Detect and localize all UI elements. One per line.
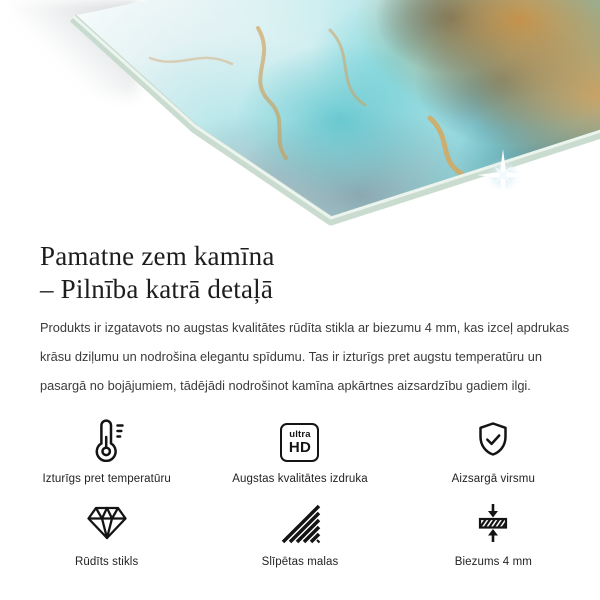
diamond-icon xyxy=(84,497,130,545)
feature-tempered-glass xyxy=(10,497,203,568)
feature-polished-edges xyxy=(203,497,396,568)
feature-label: Biezums 4 mm xyxy=(454,556,532,568)
feature-thickness-4mm xyxy=(397,497,590,568)
feature-ultra-hd-print xyxy=(203,414,396,485)
shield-check-icon xyxy=(471,414,515,462)
feature-label: Augstas kvalitātes izdruka xyxy=(232,473,368,485)
feature-surface-protection xyxy=(397,414,590,485)
feature-label: Izturīgs pret temperatūru xyxy=(42,473,171,485)
page-title xyxy=(40,240,560,306)
ultra-hd-icon xyxy=(280,414,319,462)
thermometer-icon xyxy=(84,414,130,462)
compressed-thickness-icon xyxy=(471,497,515,545)
feature-label: Slīpētas malas xyxy=(261,556,339,568)
glass-edge-and-sparkle xyxy=(0,0,600,232)
page-title-line2: – Pilnība katrā detaļā xyxy=(40,274,274,304)
page-title-line1: Pamatne zem kamīna xyxy=(40,241,275,271)
hero-image xyxy=(0,0,600,232)
glass-thickness-edge xyxy=(73,18,600,221)
ultra-hd-icon-text-bottom: HD xyxy=(288,439,312,457)
feature-heat-resistant xyxy=(10,414,203,485)
features-grid xyxy=(10,414,590,568)
feature-label: Aizsargā virsmu xyxy=(451,473,535,485)
beveled-edge-icon xyxy=(278,497,322,545)
feature-label: Rūdīts stikls xyxy=(75,556,139,568)
product-description: Produkts ir izgatavots no augstas kvalitātes rūdīta stikla ar biezumu 4 mm, kas izceļ apdrukas krāsu dziļumu un nodrošina elegantu spīdumu. Tas ir izturīgs pret augstu temperatūru un pasargā no bojājumiem, tādējādi nodrošinot kamīna apkārtnes aizsardzību gadiem ilgi. xyxy=(40,320,570,393)
ultra-hd-icon-text-top: ultra xyxy=(289,428,311,440)
